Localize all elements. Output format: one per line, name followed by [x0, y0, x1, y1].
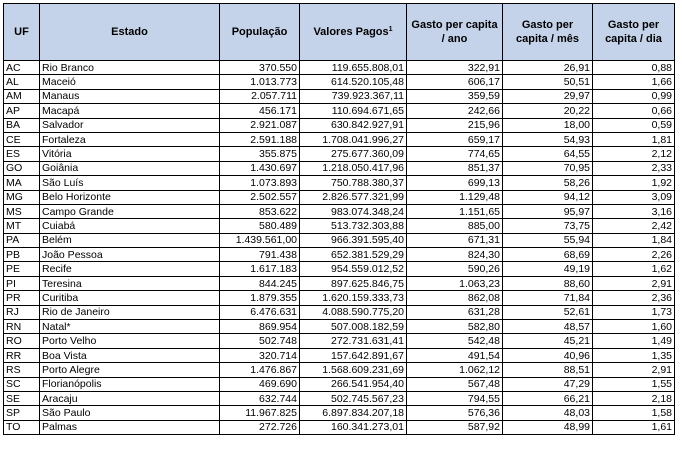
cell-uf: AP — [4, 104, 40, 118]
header-row — [4, 4, 675, 61]
cell-populacao: 1.476.867 — [220, 363, 300, 377]
cell-gasto-ano: 699,13 — [407, 176, 503, 190]
cell-valores-pagos: 502.745.567,23 — [300, 391, 407, 405]
cell-gasto-dia: 0,66 — [593, 104, 675, 118]
cell-valores-pagos: 954.559.012,52 — [300, 262, 407, 276]
cell-gasto-ano: 794,55 — [407, 391, 503, 405]
header-valores-pagos-label: Valores Pagos — [313, 26, 389, 38]
cell-estado: Belém — [40, 233, 220, 247]
cell-uf: RO — [4, 334, 40, 348]
cell-valores-pagos: 110.694.671,65 — [300, 104, 407, 118]
table-row — [4, 291, 675, 305]
cell-populacao: 2.057.711 — [220, 89, 300, 103]
cell-gasto-dia: 2,91 — [593, 363, 675, 377]
cell-populacao: 6.476.631 — [220, 305, 300, 319]
table-row — [4, 190, 675, 204]
cell-populacao: 1.013.773 — [220, 75, 300, 89]
cell-gasto-mes: 48,57 — [503, 320, 593, 334]
cell-estado: João Pessoa — [40, 248, 220, 262]
cell-gasto-dia: 3,09 — [593, 190, 675, 204]
cell-estado: Rio Branco — [40, 61, 220, 75]
cell-valores-pagos: 160.341.273,01 — [300, 420, 407, 434]
header-estado: Estado — [40, 4, 220, 61]
cell-uf: MS — [4, 204, 40, 218]
cell-gasto-mes: 48,99 — [503, 420, 593, 434]
cell-estado: São Luís — [40, 176, 220, 190]
cell-valores-pagos: 266.541.954,40 — [300, 377, 407, 391]
cell-gasto-ano: 774,65 — [407, 147, 503, 161]
cell-valores-pagos: 897.625.846,75 — [300, 276, 407, 290]
cell-gasto-dia: 1,61 — [593, 420, 675, 434]
cell-gasto-mes: 88,60 — [503, 276, 593, 290]
cell-gasto-dia: 0,59 — [593, 118, 675, 132]
cell-estado: Porto Velho — [40, 334, 220, 348]
cell-gasto-ano: 824,30 — [407, 248, 503, 262]
cell-gasto-dia: 1,49 — [593, 334, 675, 348]
cell-populacao: 1.879.355 — [220, 291, 300, 305]
cell-gasto-mes: 47,29 — [503, 377, 593, 391]
cell-gasto-mes: 50,51 — [503, 75, 593, 89]
cell-valores-pagos: 119.655.808,01 — [300, 61, 407, 75]
table-header — [4, 4, 675, 61]
cell-gasto-mes: 26,91 — [503, 61, 593, 75]
cell-uf: MT — [4, 219, 40, 233]
cell-gasto-mes: 95,97 — [503, 204, 593, 218]
cell-uf: ES — [4, 147, 40, 161]
cell-uf: SE — [4, 391, 40, 405]
cell-gasto-mes: 20,22 — [503, 104, 593, 118]
cell-valores-pagos: 1.708.041.996,27 — [300, 132, 407, 146]
cell-gasto-ano: 215,96 — [407, 118, 503, 132]
table-row — [4, 132, 675, 146]
cell-populacao: 853.622 — [220, 204, 300, 218]
table-row — [4, 305, 675, 319]
cell-gasto-dia: 2,36 — [593, 291, 675, 305]
cell-gasto-mes: 54,93 — [503, 132, 593, 146]
cell-gasto-ano: 1.151,65 — [407, 204, 503, 218]
cell-gasto-dia: 0,88 — [593, 61, 675, 75]
table-row — [4, 391, 675, 405]
cell-gasto-ano: 1.063,23 — [407, 276, 503, 290]
cell-gasto-mes: 88,51 — [503, 363, 593, 377]
cell-uf: TO — [4, 420, 40, 434]
table-row — [4, 420, 675, 434]
cell-populacao: 844.245 — [220, 276, 300, 290]
cell-populacao: 320.714 — [220, 348, 300, 362]
cell-valores-pagos: 750.788.380,37 — [300, 176, 407, 190]
cell-populacao: 502.748 — [220, 334, 300, 348]
cell-valores-pagos: 983.074.348,24 — [300, 204, 407, 218]
cell-gasto-dia: 1,84 — [593, 233, 675, 247]
cell-uf: RS — [4, 363, 40, 377]
cell-uf: PI — [4, 276, 40, 290]
cell-uf: AL — [4, 75, 40, 89]
cell-gasto-mes: 94,12 — [503, 190, 593, 204]
cell-valores-pagos: 4.088.590.775,20 — [300, 305, 407, 319]
cell-valores-pagos: 1.218.050.417,96 — [300, 161, 407, 175]
cell-valores-pagos: 966.391.595,40 — [300, 233, 407, 247]
cell-estado: Vitória — [40, 147, 220, 161]
table-row — [4, 320, 675, 334]
table-row — [4, 118, 675, 132]
header-uf: UF — [4, 4, 40, 61]
cell-uf: BA — [4, 118, 40, 132]
cell-gasto-mes: 40,96 — [503, 348, 593, 362]
cell-populacao: 869.954 — [220, 320, 300, 334]
cell-populacao: 1.439.561,00 — [220, 233, 300, 247]
cell-estado: São Paulo — [40, 406, 220, 420]
table-row — [4, 377, 675, 391]
cell-valores-pagos: 1.620.159.333,73 — [300, 291, 407, 305]
cell-estado: Salvador — [40, 118, 220, 132]
cell-estado: Goiânia — [40, 161, 220, 175]
cell-valores-pagos: 513.732.303,88 — [300, 219, 407, 233]
cell-gasto-ano: 542,48 — [407, 334, 503, 348]
cell-uf: AC — [4, 61, 40, 75]
cell-populacao: 370.550 — [220, 61, 300, 75]
cell-estado: Curitiba — [40, 291, 220, 305]
cell-gasto-mes: 48,03 — [503, 406, 593, 420]
cell-gasto-mes: 52,61 — [503, 305, 593, 319]
cell-uf: RJ — [4, 305, 40, 319]
cell-valores-pagos: 1.568.609.231,69 — [300, 363, 407, 377]
cell-estado: Rio de Janeiro — [40, 305, 220, 319]
cell-gasto-mes: 29,97 — [503, 89, 593, 103]
cell-gasto-mes: 70,95 — [503, 161, 593, 175]
cell-uf: CE — [4, 132, 40, 146]
cell-gasto-dia: 2,91 — [593, 276, 675, 290]
cell-valores-pagos: 630.842.927,91 — [300, 118, 407, 132]
cell-populacao: 1.617.183 — [220, 262, 300, 276]
table-row — [4, 75, 675, 89]
cell-uf: PR — [4, 291, 40, 305]
cell-gasto-ano: 1.129,48 — [407, 190, 503, 204]
cell-gasto-dia: 2,12 — [593, 147, 675, 161]
cell-populacao: 1.073.893 — [220, 176, 300, 190]
cell-gasto-dia: 1,92 — [593, 176, 675, 190]
cell-gasto-ano: 359,59 — [407, 89, 503, 103]
table-row — [4, 276, 675, 290]
cell-gasto-dia: 1,62 — [593, 262, 675, 276]
cell-gasto-dia: 2,33 — [593, 161, 675, 175]
cell-gasto-ano: 606,17 — [407, 75, 503, 89]
cell-valores-pagos: 2.826.577.321,99 — [300, 190, 407, 204]
table-row — [4, 204, 675, 218]
cell-populacao: 2.921.087 — [220, 118, 300, 132]
cell-valores-pagos: 157.642.891,67 — [300, 348, 407, 362]
cell-valores-pagos: 739.923.367,11 — [300, 89, 407, 103]
cell-valores-pagos: 272.731.631,41 — [300, 334, 407, 348]
table-row — [4, 104, 675, 118]
cell-valores-pagos: 652.381.529,29 — [300, 248, 407, 262]
cell-populacao: 2.502.557 — [220, 190, 300, 204]
cell-gasto-ano: 567,48 — [407, 377, 503, 391]
cell-estado: Manaus — [40, 89, 220, 103]
cell-uf: MA — [4, 176, 40, 190]
header-gasto-mes: Gasto per capita / mês — [503, 4, 593, 61]
cell-estado: Teresina — [40, 276, 220, 290]
cell-gasto-dia: 2,26 — [593, 248, 675, 262]
cell-populacao: 580.489 — [220, 219, 300, 233]
cell-estado: Natal* — [40, 320, 220, 334]
cell-uf: RR — [4, 348, 40, 362]
cell-gasto-ano: 582,80 — [407, 320, 503, 334]
table-row — [4, 161, 675, 175]
table-body — [4, 61, 675, 435]
cell-valores-pagos: 614.520.105,48 — [300, 75, 407, 89]
cell-estado: Cuiabá — [40, 219, 220, 233]
cell-gasto-ano: 862,08 — [407, 291, 503, 305]
cell-gasto-mes: 49,19 — [503, 262, 593, 276]
cell-estado: Belo Horizonte — [40, 190, 220, 204]
cell-uf: SP — [4, 406, 40, 420]
cell-uf: MG — [4, 190, 40, 204]
table-row — [4, 233, 675, 247]
cell-gasto-mes: 45,21 — [503, 334, 593, 348]
cell-estado: Campo Grande — [40, 204, 220, 218]
cell-gasto-ano: 631,28 — [407, 305, 503, 319]
cell-gasto-mes: 18,00 — [503, 118, 593, 132]
cell-valores-pagos: 275.677.360,09 — [300, 147, 407, 161]
cell-uf: PB — [4, 248, 40, 262]
cell-gasto-mes: 58,26 — [503, 176, 593, 190]
cell-gasto-ano: 659,17 — [407, 132, 503, 146]
cell-estado: Recife — [40, 262, 220, 276]
cell-gasto-dia: 1,55 — [593, 377, 675, 391]
table-row — [4, 176, 675, 190]
cell-populacao: 2.591.188 — [220, 132, 300, 146]
header-valores-pagos — [300, 4, 407, 61]
cell-valores-pagos: 6.897.834.207,18 — [300, 406, 407, 420]
cell-estado: Aracaju — [40, 391, 220, 405]
cell-gasto-mes: 55,94 — [503, 233, 593, 247]
table-row — [4, 406, 675, 420]
cell-gasto-dia: 1,66 — [593, 75, 675, 89]
cell-gasto-dia: 3,16 — [593, 204, 675, 218]
cell-uf: PA — [4, 233, 40, 247]
cell-gasto-mes: 66,21 — [503, 391, 593, 405]
cell-estado: Florianópolis — [40, 377, 220, 391]
cell-gasto-ano: 590,26 — [407, 262, 503, 276]
table-wrapper — [3, 3, 675, 435]
table-row — [4, 262, 675, 276]
cell-populacao: 11.967.825 — [220, 406, 300, 420]
cell-gasto-dia: 1,35 — [593, 348, 675, 362]
cell-gasto-ano: 576,36 — [407, 406, 503, 420]
cell-gasto-mes: 73,75 — [503, 219, 593, 233]
cell-gasto-dia: 0,99 — [593, 89, 675, 103]
table-row — [4, 61, 675, 75]
cell-gasto-ano: 885,00 — [407, 219, 503, 233]
cell-uf: AM — [4, 89, 40, 103]
cell-uf: SC — [4, 377, 40, 391]
capital-spending-table — [3, 3, 675, 435]
table-row — [4, 348, 675, 362]
cell-estado: Palmas — [40, 420, 220, 434]
cell-gasto-ano: 851,37 — [407, 161, 503, 175]
cell-gasto-dia: 2,42 — [593, 219, 675, 233]
cell-gasto-ano: 491,54 — [407, 348, 503, 362]
table-row — [4, 363, 675, 377]
cell-populacao: 632.744 — [220, 391, 300, 405]
cell-gasto-ano: 1.062,12 — [407, 363, 503, 377]
table-row — [4, 219, 675, 233]
cell-gasto-dia: 1,60 — [593, 320, 675, 334]
cell-gasto-ano: 671,31 — [407, 233, 503, 247]
cell-populacao: 272.726 — [220, 420, 300, 434]
table-row — [4, 248, 675, 262]
cell-gasto-mes: 68,69 — [503, 248, 593, 262]
footnote-marker: 1 — [388, 26, 393, 33]
table-row — [4, 89, 675, 103]
header-populacao: População — [220, 4, 300, 61]
cell-gasto-dia: 2,18 — [593, 391, 675, 405]
cell-estado: Maceió — [40, 75, 220, 89]
table-row — [4, 147, 675, 161]
cell-gasto-ano: 587,92 — [407, 420, 503, 434]
cell-gasto-dia: 1,58 — [593, 406, 675, 420]
cell-uf: RN — [4, 320, 40, 334]
cell-estado: Porto Alegre — [40, 363, 220, 377]
cell-gasto-mes: 71,84 — [503, 291, 593, 305]
cell-gasto-ano: 242,66 — [407, 104, 503, 118]
cell-populacao: 791.438 — [220, 248, 300, 262]
cell-estado: Boa Vista — [40, 348, 220, 362]
cell-gasto-dia: 1,81 — [593, 132, 675, 146]
cell-uf: PE — [4, 262, 40, 276]
header-gasto-dia: Gasto per capita / dia — [593, 4, 675, 61]
cell-populacao: 456.171 — [220, 104, 300, 118]
cell-estado: Macapá — [40, 104, 220, 118]
cell-valores-pagos: 507.008.182,59 — [300, 320, 407, 334]
cell-estado: Fortaleza — [40, 132, 220, 146]
cell-gasto-dia: 1,73 — [593, 305, 675, 319]
table-row — [4, 334, 675, 348]
cell-gasto-ano: 322,91 — [407, 61, 503, 75]
header-gasto-ano: Gasto per capita / ano — [407, 4, 503, 61]
cell-gasto-mes: 64,55 — [503, 147, 593, 161]
cell-uf: GO — [4, 161, 40, 175]
cell-populacao: 355.875 — [220, 147, 300, 161]
cell-populacao: 469.690 — [220, 377, 300, 391]
cell-populacao: 1.430.697 — [220, 161, 300, 175]
